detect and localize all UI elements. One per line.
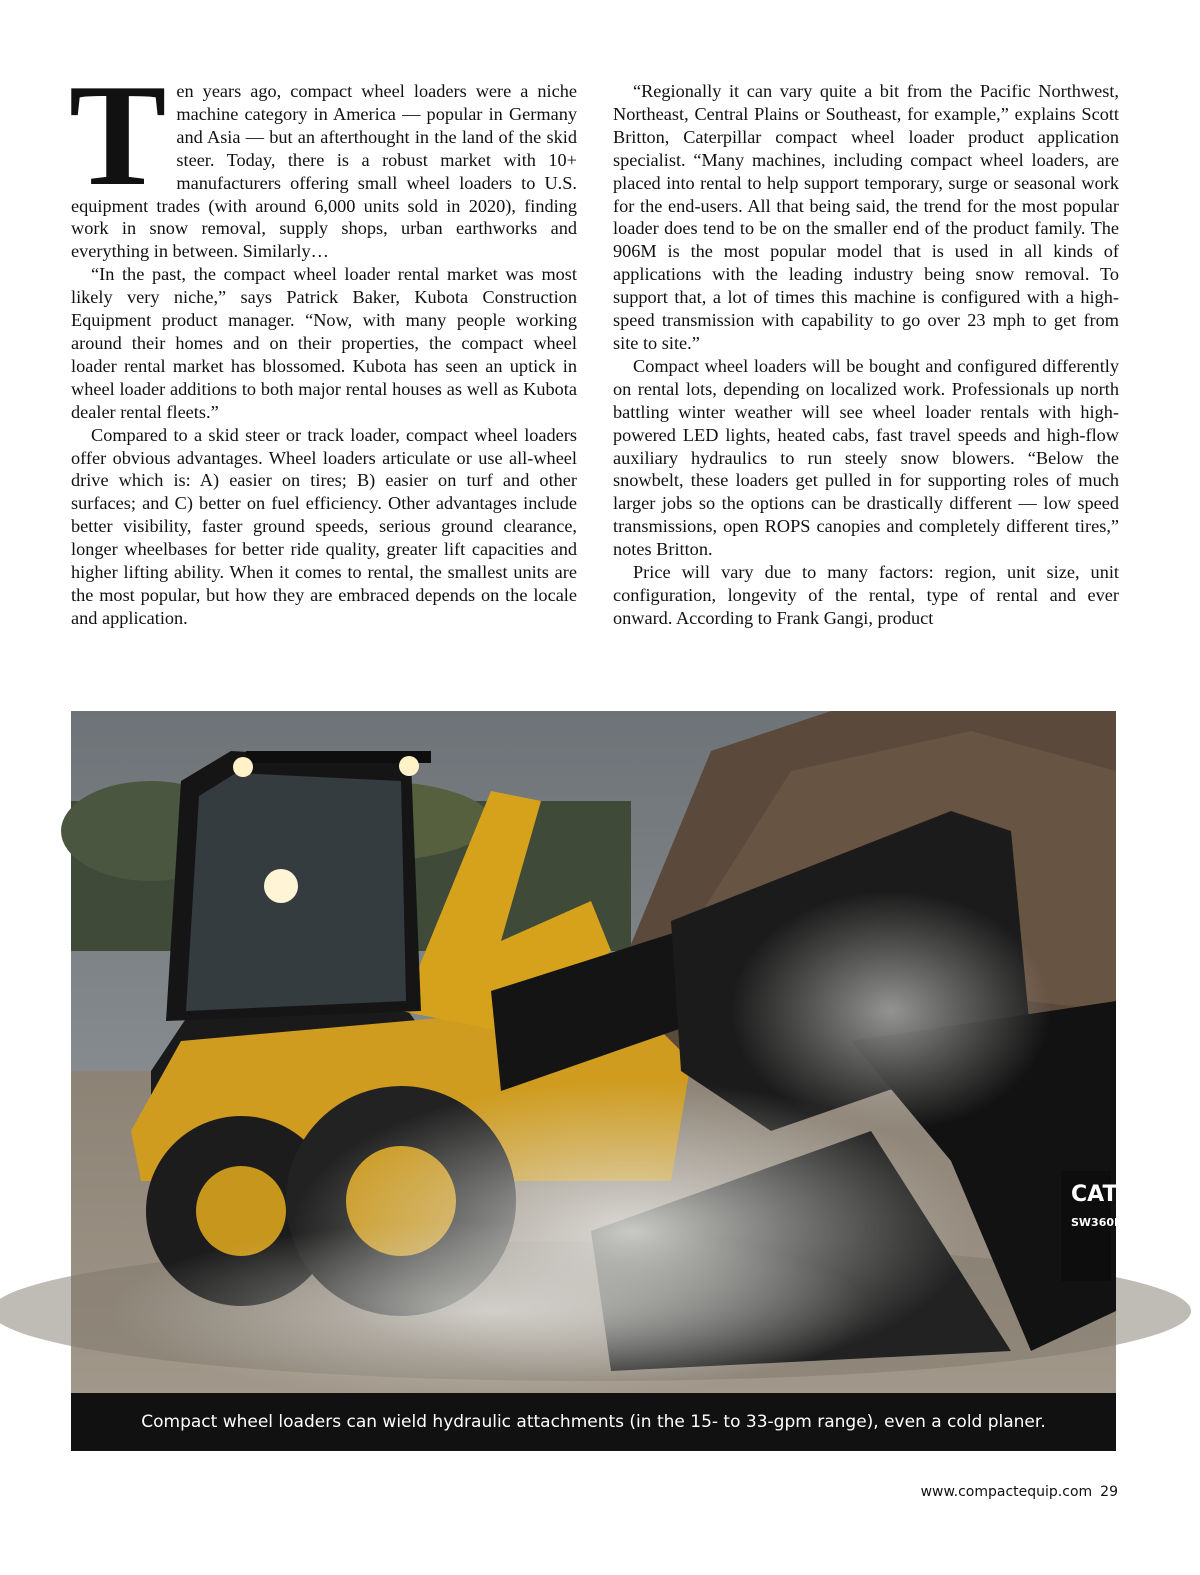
- paragraph: Compact wheel loaders will be bought and configured differently on rental lots, depending on localized work. Professionals up north battling winter weather will see wheel loader rentals with high-powered LED lights, heated cabs, fast travel speeds and high-flow auxiliary hydraulics to run steely snow blowers. “Below the snowbelt, these loaders get pulled in for supporting roles of much larger jobs so the options can be drastically different — low speed transmissions, open ROPS canopies and completely different tires,” notes Britton.: [613, 355, 1119, 560]
- paragraph: Compared to a skid steer or track loader, compact wheel loaders offer obvious advantages. Wheel loaders articulate or use all-wheel drive which is: A) easier on tires; B) easier on turf and other surfaces; and C) better on fuel efficiency. Other advantages include better visibility, faster ground speeds, serious ground clearance, longer wheelbases for better ride quality, greater lift capacities and higher lifting ability. When it comes to rental, the smallest units are the most popular, but how they are embraced depends on the locale and application.: [71, 424, 577, 628]
- paragraph-text: en years ago, compact wheel loaders were a niche machine category in America — popular in Germany and Asia — but an afterthought in the land of the skid steer. Today, there is a robust market with 10+ manufacturers offering small wheel loaders to U.S. equipment trades (with around 6,000 units sold in 2020), finding work in snow removal, supply shops, urban earthworks and everything in between. Similarly…: [71, 81, 577, 262]
- footer-url[interactable]: www.compactequip.com: [920, 1484, 1093, 1500]
- photo-figure: [71, 711, 1123, 1451]
- paragraph: “In the past, the compact wheel loader rental market was most likely very niche,” says Patrick Baker, Kubota Construction Equipment product manager. “Now, with many people working around their homes and on their properties, the compact wheel loader rental market has blossomed. Kubota has seen an uptick in wheel loader additions to both major rental houses as well as Kubota dealer rental fleets.”: [71, 264, 577, 422]
- attachment-model-text: SW360B: [1071, 1216, 1123, 1229]
- article-column-right: [613, 80, 1119, 630]
- cat-logo-text: CAT: [1071, 1182, 1118, 1207]
- article-column-left: [69, 54, 577, 630]
- page-footer: [921, 1484, 1118, 1500]
- paragraph: “Regionally it can vary quite a bit from the Pacific Northwest, Northeast, Central Plains or Southeast, for example,” explains Scott Britton, Caterpillar compact wheel loader product application specialist. “Many machines, including compact wheel loaders, are placed into rental to help support temporary, surge or seasonal work for the end-users. All that being said, the trend for the most popular loader does tend to be on the smaller end of the product family. The 906M is the most popular model that is used in all kinds of applications with the leading industry being snow removal. To support that, a lot of times this machine is configured with a high-speed transmission with capability to go over 23 mph to get from site to site.”: [613, 81, 1119, 353]
- wheel-loader-photo: [71, 711, 1123, 1393]
- drop-cap: T: [69, 54, 167, 216]
- page-number: 29: [1100, 1484, 1118, 1500]
- paragraph: Price will vary due to many factors: region, unit size, unit configuration, longevity of the rental, type of rental and ever onward. According to Frank Gangi, product: [613, 562, 1119, 628]
- paragraph: [69, 54, 577, 263]
- photo-caption: Compact wheel loaders can wield hydraulic attachments (in the 15- to 33-gpm range), even a cold planer.: [71, 1393, 1116, 1451]
